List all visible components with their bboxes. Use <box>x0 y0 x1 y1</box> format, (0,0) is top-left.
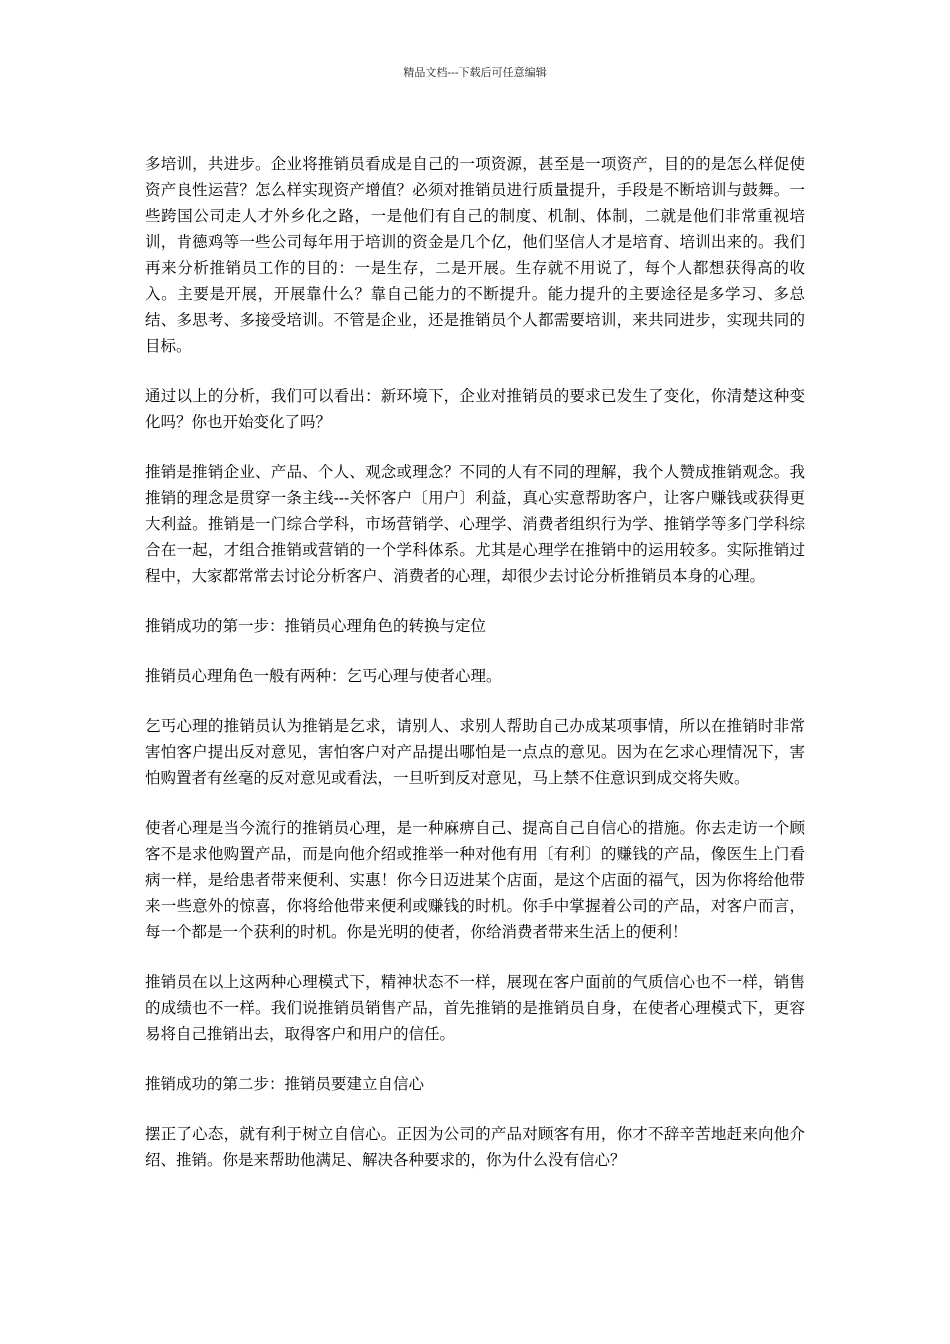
paragraph-confidence: 摆正了心态，就有利于树立自信心。正因为公司的产品对顾客有用，你才不辞辛苦地赶来向他介绍、推销。你是来帮助他满足、解决各种要求的，你为什么没有信心？ <box>145 1125 805 1169</box>
section-heading-step-two: 推销成功的第二步：推销员要建立自信心 <box>145 1075 425 1093</box>
paragraph-analysis-summary: 通过以上的分析，我们可以看出：新环境下，企业对推销员的要求已发生了变化，你清楚这种变化吗？你也开始变化了吗？ <box>145 387 805 431</box>
document-body <box>145 151 805 1197</box>
paragraph-training: 多培训，共进步。企业将推销员看成是自己的一项资源，甚至是一项资产，目的的是怎么样促使资产良性运营？怎么样实现资产增值？必须对推销员进行质量提升，手段是不断培训与鼓舞。一些跨国公司走人才外乡化之路，一是他们有自己的制度、机制、体制，二就是他们非常重视培训，肯德鸡等一些公司每年用于培训的资金是几个亿，他们坚信人才是培育、培训出来的。我们再来分析推销员工作的目的：一是生存，二是开展。生存就不用说了，每个人都想获得高的收入。主要是开展，开展靠什么？靠自己能力的不断提升。能力提升的主要途径是多学习、多总结、多思考、多接受培训。不管是企业，还是推销员个人都需要培训，来共同进步，实现共同的目标。 <box>145 155 805 355</box>
paragraph-envoy-mindset: 使者心理是当今流行的推销员心理，是一种麻痹自己、提高自己自信心的措施。你去走访一个顾客不是求他购置产品，而是向他介绍或推举一种对他有用〔有利〕的赚钱的产品，像医生上门看病一样，是给患者带来便利、实惠！你今日迈进某个店面，是这个店面的福气，因为你将给他带来一些意外的惊喜，你将给他带来便利或赚钱的时机。你手中掌握着公司的产品，对客户而言，每一个都是一个获利的时机。你是光明的使者，你给消费者带来生活上的便利！ <box>145 819 805 941</box>
page-header: 精品文档---下载后可任意编辑 <box>403 66 547 79</box>
paragraph-sales-concept: 推销是推销企业、产品、个人、观念或理念？不同的人有不同的理解，我个人赞成推销观念。我推销的理念是贯穿一条主线---关怀客户〔用户〕利益，真心实意帮助客户，让客户赚钱或获得更大利益。推销是一门综合学科，市场营销学、心理学、消费者组织行为学、推销学等多门学科综合在一起，才组合推销或营销的一个学科体系。尤其是心理学在推销中的运用较多。实际推销过程中，大家都常常去讨论分析客户、消费者的心理，却很少去讨论分析推销员本身的心理。 <box>145 463 805 585</box>
section-heading-step-one: 推销成功的第一步：推销员心理角色的转换与定位 <box>145 617 487 635</box>
paragraph-mindset-comparison: 推销员在以上这两种心理模式下，精神状态不一样，展现在客户面前的气质信心也不一样，销售的成绩也不一样。我们说推销员销售产品，首先推销的是推销员自身，在使者心理模式下，更容易将自己推销出去，取得客户和用户的信任。 <box>145 973 805 1043</box>
paragraph-two-roles: 推销员心理角色一般有两种：乞丐心理与使者心理。 <box>145 667 502 685</box>
paragraph-beggar-mindset: 乞丐心理的推销员认为推销是乞求，请别人、求别人帮助自己办成某项事情，所以在推销时非常害怕客户提出反对意见，害怕客户对产品提出哪怕是一点点的意见。因为在乞求心理情况下，害怕购置者有丝毫的反对意见或看法，一旦听到反对意见，马上禁不住意识到成交将失败。 <box>145 717 805 787</box>
